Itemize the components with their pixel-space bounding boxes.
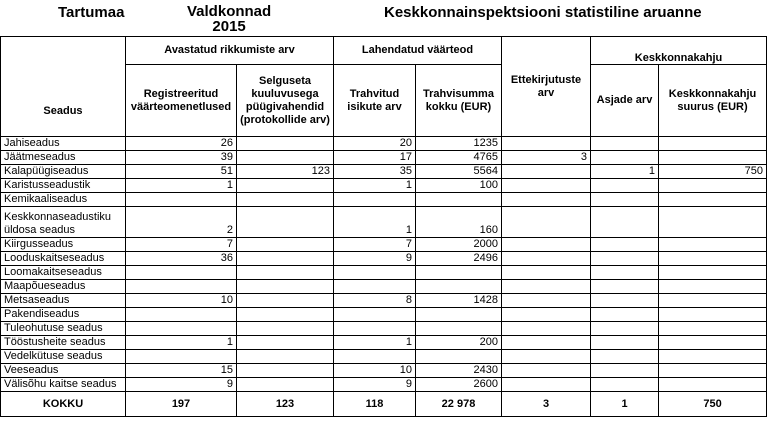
fine-total-cell (416, 280, 502, 294)
law-cell: Loomakaitseseadus (1, 266, 126, 280)
cases-cell (591, 207, 659, 238)
total-registered: 197 (126, 392, 237, 417)
unclear-cell (237, 137, 334, 151)
fine-total-cell (416, 350, 502, 364)
header-group-resolved: Lahendatud väärteod (334, 37, 502, 65)
cases-cell (591, 350, 659, 364)
registered-cell: 1 (126, 179, 237, 193)
table-row (1, 336, 767, 350)
total-precepts: 3 (502, 392, 591, 417)
fined-cell (334, 280, 416, 294)
law-cell: Jäätmeseadus (1, 151, 126, 165)
unclear-cell (237, 207, 334, 238)
unclear-cell (237, 336, 334, 350)
region-title: Tartumaa (58, 4, 125, 21)
cases-cell (591, 322, 659, 336)
registered-cell (126, 322, 237, 336)
table-row (1, 350, 767, 364)
registered-cell: 7 (126, 238, 237, 252)
table-row (1, 238, 767, 252)
cases-cell (591, 336, 659, 350)
fined-cell (334, 193, 416, 207)
fine-total-cell: 1428 (416, 294, 502, 308)
damage-cell (659, 252, 767, 266)
registered-cell (126, 266, 237, 280)
table-row (1, 151, 767, 165)
total-label: KOKKU (1, 392, 126, 417)
law-cell: Tööstusheite seadus (1, 336, 126, 350)
law-cell: Maapõueseadus (1, 280, 126, 294)
unclear-cell (237, 238, 334, 252)
table-row (1, 294, 767, 308)
cases-cell (591, 137, 659, 151)
total-fined: 118 (334, 392, 416, 417)
table-row (1, 308, 767, 322)
table-body (1, 137, 767, 392)
precepts-cell (502, 294, 591, 308)
precepts-cell (502, 350, 591, 364)
fined-cell: 1 (334, 179, 416, 193)
fine-total-cell (416, 193, 502, 207)
precepts-cell (502, 252, 591, 266)
precepts-cell (502, 165, 591, 179)
cases-cell (591, 193, 659, 207)
table-row (1, 193, 767, 207)
fine-total-cell: 160 (416, 207, 502, 238)
cases-cell (591, 378, 659, 392)
year-title-line1: Valdkonnad (187, 3, 272, 20)
law-cell: Metsaseadus (1, 294, 126, 308)
total-row (1, 392, 767, 417)
fined-cell (334, 322, 416, 336)
unclear-cell (237, 252, 334, 266)
law-cell: Välisõhu kaitse seadus (1, 378, 126, 392)
cases-cell (591, 238, 659, 252)
fine-total-cell: 100 (416, 179, 502, 193)
law-cell: Vedelkütuse seadus (1, 350, 126, 364)
header-precepts: Ettekirjutuste arv (502, 37, 591, 137)
registered-cell: 9 (126, 378, 237, 392)
fined-cell: 20 (334, 137, 416, 151)
header-cases: Asjade arv (591, 65, 659, 137)
year-title-line2: 2015 (212, 18, 246, 35)
table-row (1, 280, 767, 294)
fined-cell: 7 (334, 238, 416, 252)
registered-cell: 1 (126, 336, 237, 350)
cases-cell (591, 364, 659, 378)
fined-cell: 9 (334, 252, 416, 266)
registered-cell: 51 (126, 165, 237, 179)
fine-total-cell: 2496 (416, 252, 502, 266)
damage-cell (659, 350, 767, 364)
report-title: Keskkonnainspektsiooni statistiline aruanne (384, 4, 702, 21)
cases-cell (591, 179, 659, 193)
precepts-cell (502, 378, 591, 392)
precepts-cell (502, 336, 591, 350)
table-row (1, 179, 767, 193)
cases-cell (591, 308, 659, 322)
cases-cell (591, 252, 659, 266)
fined-cell: 10 (334, 364, 416, 378)
law-cell: Karistusseadustik (1, 179, 126, 193)
damage-cell (659, 378, 767, 392)
law-cell: Keskkonnaseadustiku üldosa seadus (1, 207, 126, 238)
fine-total-cell: 4765 (416, 151, 502, 165)
header-registered: Registreeritud väärteomenetlused (126, 65, 237, 137)
damage-cell (659, 151, 767, 165)
fined-cell (334, 350, 416, 364)
registered-cell: 36 (126, 252, 237, 266)
table-row (1, 364, 767, 378)
precepts-cell (502, 322, 591, 336)
table-row (1, 165, 767, 179)
precepts-cell (502, 238, 591, 252)
total-cases: 1 (591, 392, 659, 417)
damage-cell (659, 322, 767, 336)
damage-cell: 750 (659, 165, 767, 179)
precepts-cell (502, 266, 591, 280)
precepts-cell: 3 (502, 151, 591, 165)
fine-total-cell: 2600 (416, 378, 502, 392)
damage-cell (659, 179, 767, 193)
law-cell: Kemikaaliseadus (1, 193, 126, 207)
unclear-cell (237, 350, 334, 364)
total-fine-sum: 22 978 (416, 392, 502, 417)
total-damage: 750 (659, 392, 767, 417)
law-cell: Kalapüügiseadus (1, 165, 126, 179)
table-row (1, 378, 767, 392)
unclear-cell (237, 308, 334, 322)
registered-cell: 26 (126, 137, 237, 151)
fined-cell: 1 (334, 336, 416, 350)
cases-cell (591, 294, 659, 308)
precepts-cell (502, 308, 591, 322)
table-row (1, 266, 767, 280)
header-damage-amount: Keskkonnakahju suurus (EUR) (659, 65, 767, 137)
fined-cell: 35 (334, 165, 416, 179)
header-group-damage: Keskkonnakahju (591, 37, 767, 65)
cases-cell (591, 266, 659, 280)
damage-cell (659, 336, 767, 350)
unclear-cell (237, 193, 334, 207)
unclear-cell (237, 280, 334, 294)
fined-cell: 8 (334, 294, 416, 308)
unclear-cell (237, 378, 334, 392)
registered-cell (126, 280, 237, 294)
year-title (187, 4, 271, 34)
unclear-cell (237, 322, 334, 336)
registered-cell: 10 (126, 294, 237, 308)
fine-total-cell (416, 308, 502, 322)
damage-cell (659, 137, 767, 151)
header-fine-total: Trahvisumma kokku (EUR) (416, 65, 502, 137)
cases-cell (591, 151, 659, 165)
unclear-cell: 123 (237, 165, 334, 179)
table-row (1, 137, 767, 151)
fined-cell (334, 266, 416, 280)
fined-cell (334, 308, 416, 322)
table-row (1, 322, 767, 336)
fined-cell: 1 (334, 207, 416, 238)
damage-cell (659, 308, 767, 322)
header-unclear-fishing: Selguseta kuuluvusega püügivahendid (protokollide arv) (237, 65, 334, 137)
precepts-cell (502, 193, 591, 207)
law-cell: Kiirgusseadus (1, 238, 126, 252)
law-cell: Jahiseadus (1, 137, 126, 151)
fine-total-cell: 200 (416, 336, 502, 350)
cases-cell: 1 (591, 165, 659, 179)
damage-cell (659, 266, 767, 280)
registered-cell (126, 193, 237, 207)
precepts-cell (502, 207, 591, 238)
damage-cell (659, 280, 767, 294)
unclear-cell (237, 151, 334, 165)
damage-cell (659, 207, 767, 238)
unclear-cell (237, 266, 334, 280)
precepts-cell (502, 364, 591, 378)
cases-cell (591, 280, 659, 294)
law-cell: Veeseadus (1, 364, 126, 378)
law-cell: Tuleohutuse seadus (1, 322, 126, 336)
unclear-cell (237, 179, 334, 193)
precepts-cell (502, 137, 591, 151)
fined-cell: 17 (334, 151, 416, 165)
header-group-detected: Avastatud rikkumiste arv (126, 37, 334, 65)
precepts-cell (502, 280, 591, 294)
table-row (1, 252, 767, 266)
registered-cell: 2 (126, 207, 237, 238)
fine-total-cell (416, 322, 502, 336)
header-law: Seadus (1, 37, 126, 137)
registered-cell: 39 (126, 151, 237, 165)
registered-cell (126, 350, 237, 364)
precepts-cell (502, 179, 591, 193)
total-unclear: 123 (237, 392, 334, 417)
law-cell: Looduskaitseseadus (1, 252, 126, 266)
fined-cell: 9 (334, 378, 416, 392)
damage-cell (659, 193, 767, 207)
fine-total-cell: 2000 (416, 238, 502, 252)
unclear-cell (237, 364, 334, 378)
fine-total-cell: 5564 (416, 165, 502, 179)
statistics-table (0, 36, 767, 417)
damage-cell (659, 294, 767, 308)
header-fined-persons: Trahvitud isikute arv (334, 65, 416, 137)
table-row (1, 207, 767, 238)
law-cell: Pakendiseadus (1, 308, 126, 322)
registered-cell (126, 308, 237, 322)
damage-cell (659, 364, 767, 378)
fine-total-cell: 1235 (416, 137, 502, 151)
fine-total-cell (416, 266, 502, 280)
registered-cell: 15 (126, 364, 237, 378)
damage-cell (659, 238, 767, 252)
unclear-cell (237, 294, 334, 308)
fine-total-cell: 2430 (416, 364, 502, 378)
